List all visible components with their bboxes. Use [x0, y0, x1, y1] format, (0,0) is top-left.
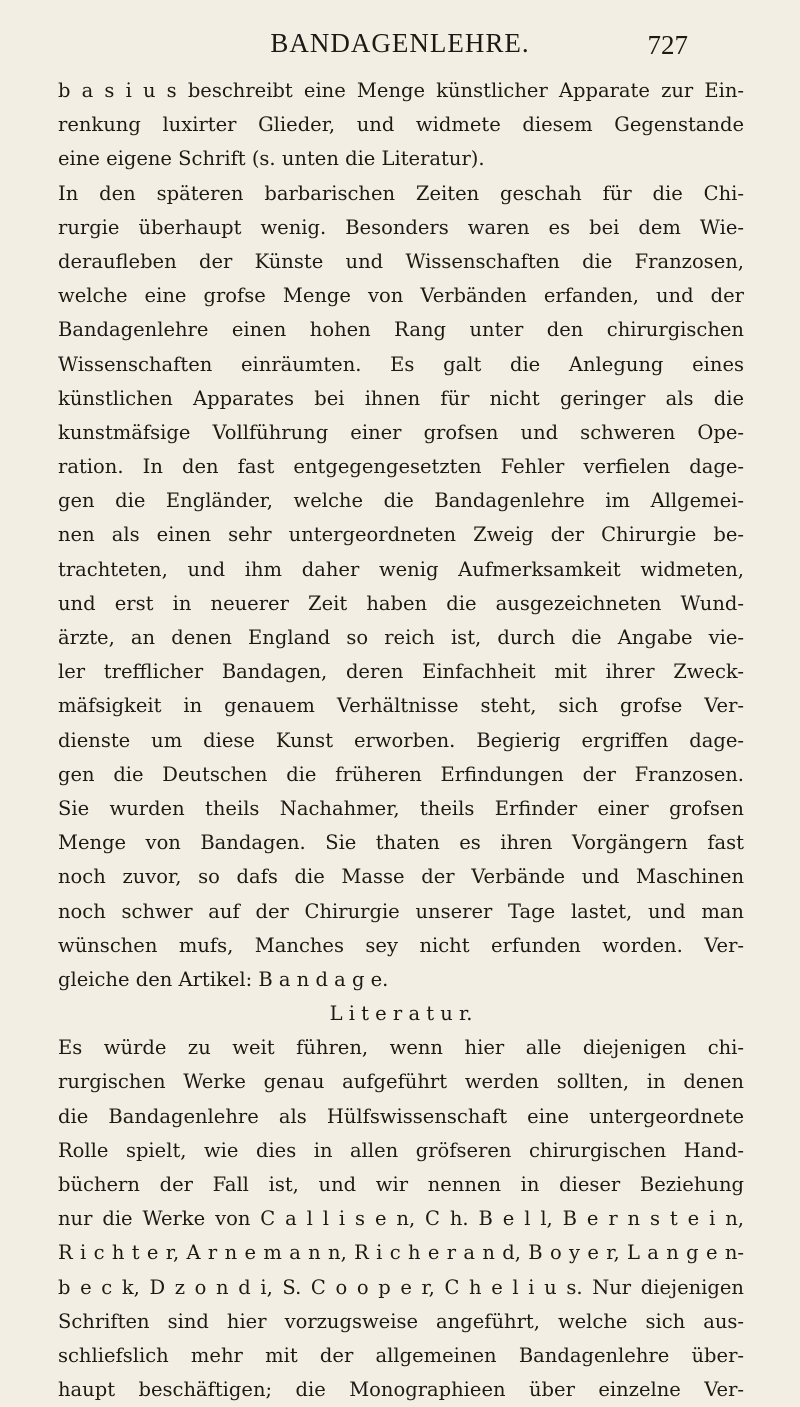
text-line: Bandagenlehre einen hohen Rang unter den chirurgischen [58, 318, 744, 342]
text-line: eine eigene Schrift (s. unten die Literatur). [58, 147, 485, 171]
text-line: ärzte, an denen England so reich ist, durch die Angabe vie- [58, 626, 744, 649]
page-number: 727 [647, 30, 688, 60]
text-line: ration. In den fast entgegengesetzten Fehler verfielen dage- [58, 455, 744, 479]
text-line: gen die Deutschen die früheren Erfindungen der Franzosen. [58, 762, 744, 786]
text-line: trachteten, und ihm daher wenig Aufmerksamkeit widmeten, [58, 557, 744, 581]
text-line: welche eine grofse Menge von Verbänden erfanden, und der [58, 284, 744, 308]
text-line: haupt beschäftigen; die Monographieen über einzelne Ver- [58, 1378, 744, 1402]
text-line: nen als einen sehr untergeordneten Zweig der Chirurgie be- [58, 523, 744, 547]
text-line: mäfsigkeit in genauem Verhältnisse steht, sich grofse Ver- [58, 694, 744, 718]
text-line: und erst in neuerer Zeit haben die ausgezeichneten Wund- [58, 591, 744, 615]
text-line: Es würde zu weit führen, wenn hier alle diejenigen chi- [58, 1036, 744, 1060]
text-line: deraufleben der Künste und Wissenschaften die Franzosen, [58, 249, 744, 273]
text-line: kunstmäfsige Vollführung einer grofsen und schweren Ope- [58, 420, 744, 444]
text-line: R i c h t e r, A r n e m a n n, R i c h e r a n d, B o y e r, L a n g e n- [58, 1241, 744, 1265]
text-line: renkung luxirter Glieder, und widmete diesem Gegenstande [58, 113, 744, 137]
text-line: b a s i u s beschreibt eine Menge künstlicher Apparate zur Ein- [58, 79, 744, 102]
text-line: rurgie überhaupt wenig. Besonders waren es bei dem Wie- [58, 215, 744, 239]
text-line: büchern der Fall ist, und wir nennen in dieser Beziehung [58, 1173, 744, 1196]
text-line: gleiche den Artikel: B a n d a g e. [58, 967, 389, 991]
page-header [0, 28, 800, 64]
section-heading-literatur: L i t e r a t u r. [329, 1002, 473, 1026]
text-line: nur die Werke von C a l l i s e n, C h. B e l l, B e r n s t e i n, [58, 1207, 744, 1231]
text-line: Sie wurden theils Nachahmer, theils Erfinder einer grofsen [58, 796, 744, 820]
running-title: BANDAGENLEHRE. [270, 28, 530, 58]
text-line: gen die Engländer, welche die Bandagenlehre im Allgemei- [58, 489, 744, 513]
text-line: rurgischen Werke genau aufgeführt werden sollten, in denen [58, 1070, 744, 1094]
text-line: ler trefflicher Bandagen, deren Einfachheit mit ihrer Zweck- [58, 660, 744, 684]
text-line: Wissenschaften einräumten. Es galt die Anlegung eines [58, 352, 744, 376]
text-line: schliefslich mehr mit der allgemeinen Bandagenlehre über- [58, 1343, 744, 1367]
text-line: Menge von Bandagen. Sie thaten es ihren Vorgängern fast [58, 831, 744, 855]
text-line: dienste um diese Kunst erworben. Begierig ergriffen dage- [58, 728, 744, 752]
text-line: künstlichen Apparates bei ihnen für nicht geringer als die [58, 386, 744, 410]
text-line: b e c k, D z o n d i, S. C o o p e r, C h e l i u s. Nur diejenigen [58, 1275, 744, 1299]
text-line: wünschen mufs, Manches sey nicht erfunden worden. Ver- [58, 933, 744, 957]
text-line: Rolle spielt, wie dies in allen gröfseren chirurgischen Hand- [58, 1138, 744, 1162]
text-line: Schriften sind hier vorzugsweise angeführt, welche sich aus- [58, 1309, 744, 1333]
body-text [58, 74, 744, 1407]
text-line: noch zuvor, so dafs die Masse der Verbände und Maschinen [58, 865, 744, 889]
text-line: noch schwer auf der Chirurgie unserer Tage lastet, und man [58, 899, 744, 923]
text-line: In den späteren barbarischen Zeiten geschah für die Chi- [58, 181, 744, 205]
text-line: die Bandagenlehre als Hülfswissenschaft eine untergeordnete [58, 1104, 744, 1128]
